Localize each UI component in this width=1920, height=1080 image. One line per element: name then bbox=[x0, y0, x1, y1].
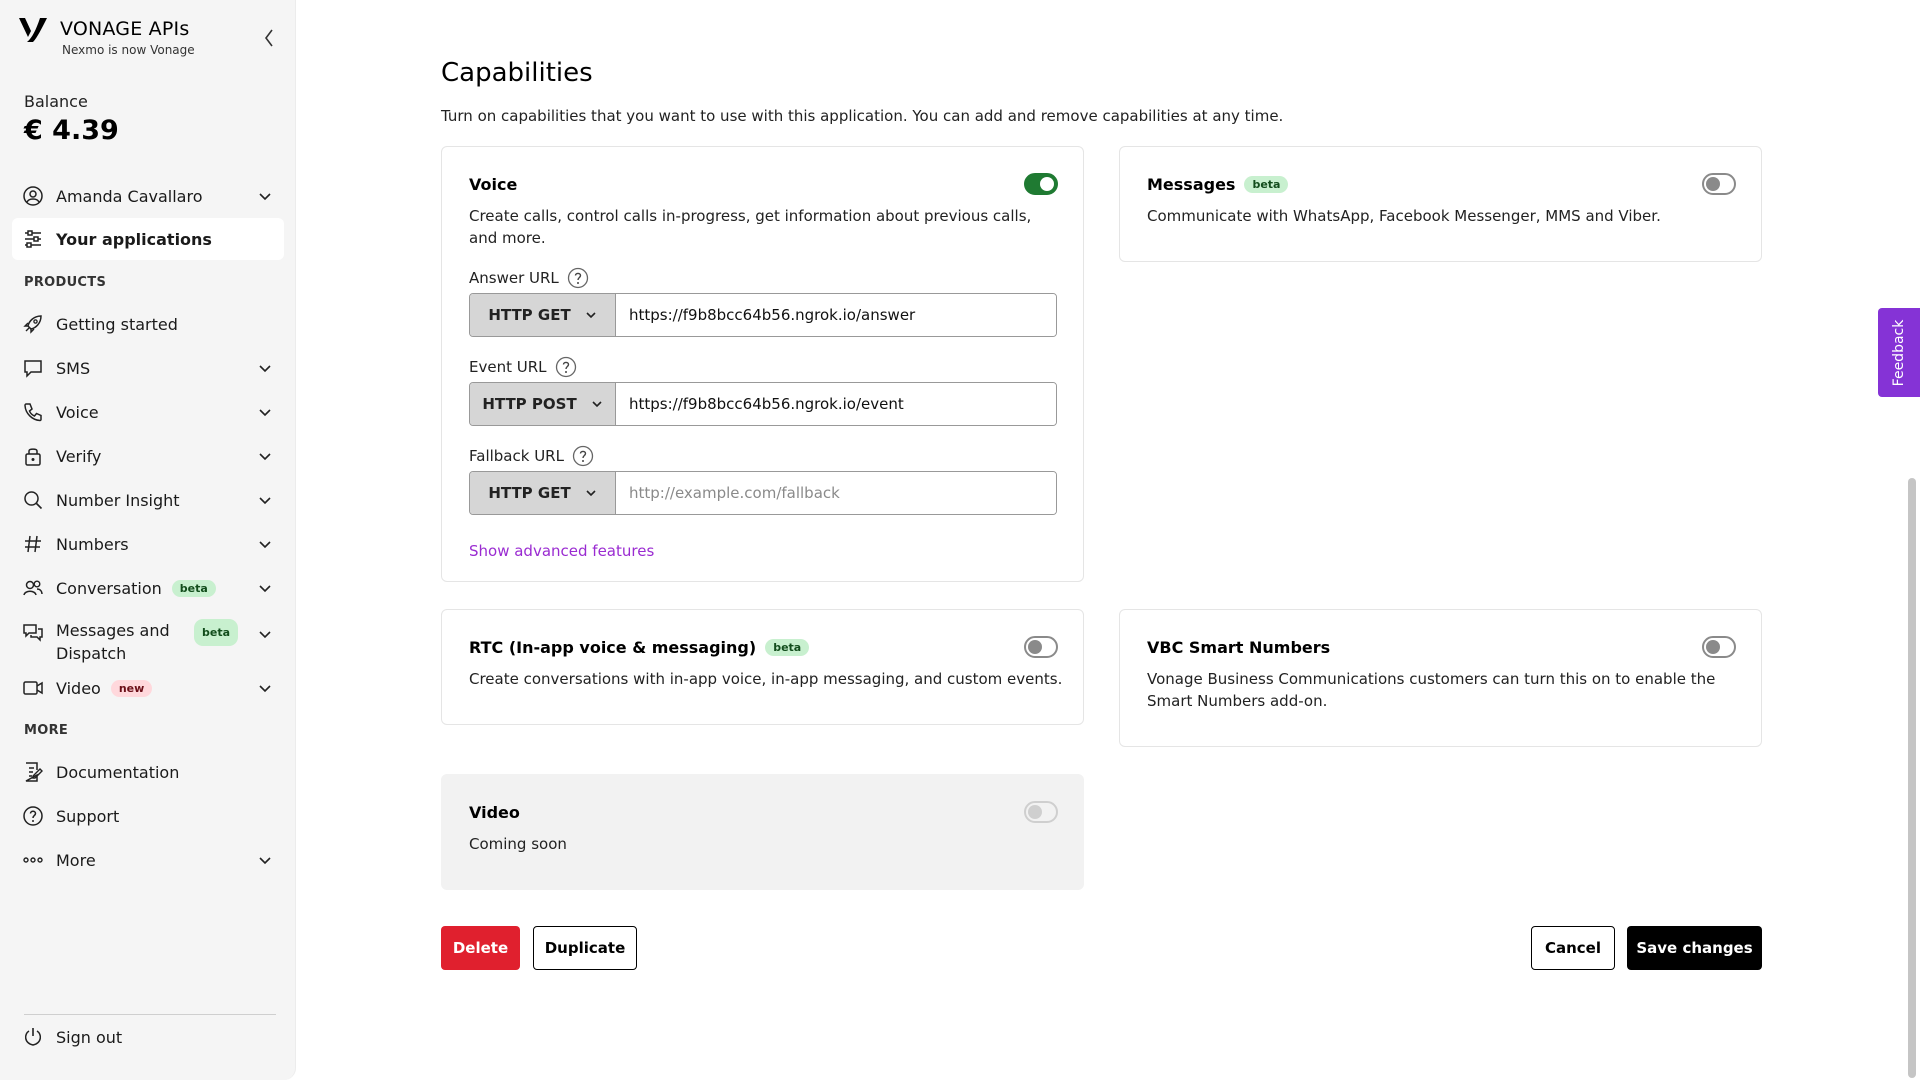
beta-badge: beta bbox=[1244, 176, 1288, 193]
rtc-description: Create conversations with in-app voice, in-app messaging, and custom events. bbox=[469, 670, 1063, 688]
sidebar-item-more[interactable] bbox=[12, 838, 284, 882]
answer-method-value: HTTP GET bbox=[488, 306, 571, 324]
messages-description: Communicate with WhatsApp, Facebook Messenger, MMS and Viber. bbox=[1147, 207, 1661, 225]
chevron-down-icon bbox=[258, 361, 272, 375]
sidebar-item-label: Numbers bbox=[56, 534, 129, 554]
sidebar-item-verify[interactable] bbox=[12, 434, 284, 478]
sign-out-label: Sign out bbox=[56, 1027, 123, 1047]
answer-method-select[interactable] bbox=[470, 294, 616, 336]
video-toggle bbox=[1024, 801, 1058, 823]
rocket-icon bbox=[22, 313, 44, 335]
vbc-toggle[interactable] bbox=[1702, 636, 1736, 658]
video-title: Video bbox=[469, 803, 520, 822]
sidebar-item-label: Verify bbox=[56, 446, 102, 466]
beta-badge: beta bbox=[172, 580, 216, 597]
vbc-description: Vonage Business Communications customers can turn this on to enable the Smart Numbers add-on. bbox=[1147, 670, 1716, 710]
video-icon bbox=[22, 677, 44, 699]
chevron-down-icon bbox=[258, 405, 272, 419]
help-icon[interactable] bbox=[555, 356, 577, 378]
sidebar-item-getting-started[interactable] bbox=[12, 302, 284, 346]
signout-container bbox=[12, 1015, 284, 1059]
brand-tagline: Nexmo is now Vonage bbox=[62, 43, 195, 57]
vbc-title: VBC Smart Numbers bbox=[1147, 638, 1331, 657]
sidebar-item-label: Support bbox=[56, 806, 120, 826]
chevron-down-icon bbox=[258, 493, 272, 507]
event-url-label bbox=[469, 356, 577, 378]
show-advanced-features-link[interactable]: Show advanced features bbox=[469, 542, 655, 560]
answer-url-label-text: Answer URL bbox=[469, 269, 559, 287]
event-url-input[interactable] bbox=[616, 383, 1056, 425]
vbc-card bbox=[1119, 609, 1762, 747]
voice-title: Voice bbox=[469, 175, 518, 194]
lock-icon bbox=[22, 445, 44, 467]
sidebar-item-numbers[interactable] bbox=[12, 522, 284, 566]
cancel-button[interactable]: Cancel bbox=[1531, 926, 1615, 970]
fallback-url-label-text: Fallback URL bbox=[469, 447, 564, 465]
sidebar-item-support[interactable] bbox=[12, 794, 284, 838]
fallback-url-label bbox=[469, 445, 594, 467]
event-method-value: HTTP POST bbox=[482, 395, 577, 413]
rtc-toggle[interactable] bbox=[1024, 636, 1058, 658]
video-description: Coming soon bbox=[469, 835, 567, 853]
chevron-down-icon bbox=[258, 627, 272, 641]
fallback-url-group bbox=[469, 471, 1057, 515]
sidebar-item-label: Messages and Dispatch bbox=[56, 621, 170, 663]
sidebar-item-label: Conversation bbox=[56, 578, 162, 598]
sidebar-item-label: Video bbox=[56, 678, 101, 698]
sidebar-item-label: More bbox=[56, 850, 96, 870]
chevron-down-icon bbox=[585, 309, 597, 321]
chevron-down-icon bbox=[258, 681, 272, 695]
collapse-sidebar-icon[interactable] bbox=[260, 26, 278, 50]
phone-icon bbox=[22, 401, 44, 423]
duplicate-button[interactable]: Duplicate bbox=[533, 926, 637, 970]
balance-label: Balance bbox=[24, 92, 88, 111]
applications-icon bbox=[22, 228, 44, 250]
messages-toggle[interactable] bbox=[1702, 173, 1736, 195]
brand-name: VONAGE APIs bbox=[60, 18, 190, 40]
sidebar-item-messages-dispatch[interactable] bbox=[12, 610, 284, 666]
beta-badge: beta bbox=[194, 619, 238, 646]
page-title: Capabilities bbox=[441, 58, 593, 88]
sidebar-item-number-insight[interactable] bbox=[12, 478, 284, 522]
voice-description: Create calls, control calls in-progress, get information about previous calls, and more. bbox=[469, 207, 1032, 247]
messages-title-row bbox=[1147, 175, 1288, 194]
chevron-down-icon bbox=[591, 398, 603, 410]
feedback-label: Feedback bbox=[1891, 319, 1907, 386]
sidebar-item-sms[interactable] bbox=[12, 346, 284, 390]
new-badge: new bbox=[111, 680, 152, 697]
users-icon bbox=[22, 577, 44, 599]
rtc-card bbox=[441, 609, 1084, 725]
delete-button[interactable]: Delete bbox=[441, 926, 520, 970]
power-icon bbox=[22, 1026, 44, 1048]
chevron-down-icon bbox=[258, 537, 272, 551]
sidebar-item-label: Documentation bbox=[56, 762, 180, 782]
products-heading: PRODUCTS bbox=[24, 274, 107, 290]
sidebar-item-documentation[interactable] bbox=[12, 750, 284, 794]
sidebar-item-label: Amanda Cavallaro bbox=[56, 186, 203, 206]
messages-title: Messages bbox=[1147, 175, 1236, 194]
sidebar-item-label: Number Insight bbox=[56, 490, 180, 510]
save-changes-button[interactable]: Save changes bbox=[1627, 926, 1762, 970]
messages-card bbox=[1119, 146, 1762, 262]
chat-icon bbox=[22, 622, 44, 644]
answer-url-label bbox=[469, 267, 589, 289]
sidebar bbox=[0, 0, 296, 1080]
sidebar-item-account[interactable] bbox=[12, 174, 284, 218]
video-card bbox=[441, 774, 1084, 890]
sidebar-item-label: Voice bbox=[56, 402, 99, 422]
rtc-title: RTC (In-app voice & messaging) bbox=[469, 638, 757, 657]
user-circle-icon bbox=[22, 185, 44, 207]
balance-value: € 4.39 bbox=[24, 115, 119, 146]
fallback-method-select[interactable] bbox=[470, 472, 616, 514]
hash-icon bbox=[22, 533, 44, 555]
sidebar-item-label: Getting started bbox=[56, 314, 178, 334]
sidebar-item-label: SMS bbox=[56, 358, 91, 378]
fallback-method-value: HTTP GET bbox=[488, 484, 571, 502]
event-url-label-text: Event URL bbox=[469, 358, 547, 376]
sidebar-item-video[interactable] bbox=[12, 666, 284, 710]
page-description: Turn on capabilities that you want to use with this application. You can add and remove capabilities at any time. bbox=[441, 107, 1284, 125]
sidebar-nav bbox=[12, 174, 284, 882]
chevron-down-icon bbox=[258, 189, 272, 203]
answer-url-input[interactable] bbox=[616, 294, 1056, 336]
more-heading: MORE bbox=[24, 722, 69, 738]
sidebar-item-label: Your applications bbox=[56, 229, 212, 249]
chevron-down-icon bbox=[258, 853, 272, 867]
help-icon[interactable] bbox=[572, 445, 594, 467]
message-icon bbox=[22, 357, 44, 379]
vonage-logo-icon bbox=[18, 14, 48, 44]
voice-toggle[interactable] bbox=[1024, 173, 1058, 195]
chevron-down-icon bbox=[585, 487, 597, 499]
feedback-tab[interactable] bbox=[1878, 308, 1920, 397]
event-method-select[interactable] bbox=[470, 383, 616, 425]
help-icon bbox=[22, 805, 44, 827]
fallback-url-input[interactable] bbox=[616, 472, 1056, 514]
sidebar-item-your-applications[interactable] bbox=[12, 218, 284, 260]
document-icon bbox=[22, 761, 44, 783]
help-icon[interactable] bbox=[567, 267, 589, 289]
answer-url-group bbox=[469, 293, 1057, 337]
chevron-down-icon bbox=[258, 581, 272, 595]
sidebar-item-conversation[interactable] bbox=[12, 566, 284, 610]
event-url-group bbox=[469, 382, 1057, 426]
chevron-down-icon bbox=[258, 449, 272, 463]
brand[interactable] bbox=[18, 14, 195, 57]
sign-out-button[interactable] bbox=[12, 1015, 284, 1059]
dots-icon bbox=[22, 849, 44, 871]
scrollbar-thumb[interactable] bbox=[1908, 478, 1916, 1078]
sidebar-item-voice[interactable] bbox=[12, 390, 284, 434]
voice-card bbox=[441, 146, 1084, 582]
rtc-title-row bbox=[469, 638, 809, 657]
search-icon bbox=[22, 489, 44, 511]
beta-badge: beta bbox=[765, 639, 809, 656]
